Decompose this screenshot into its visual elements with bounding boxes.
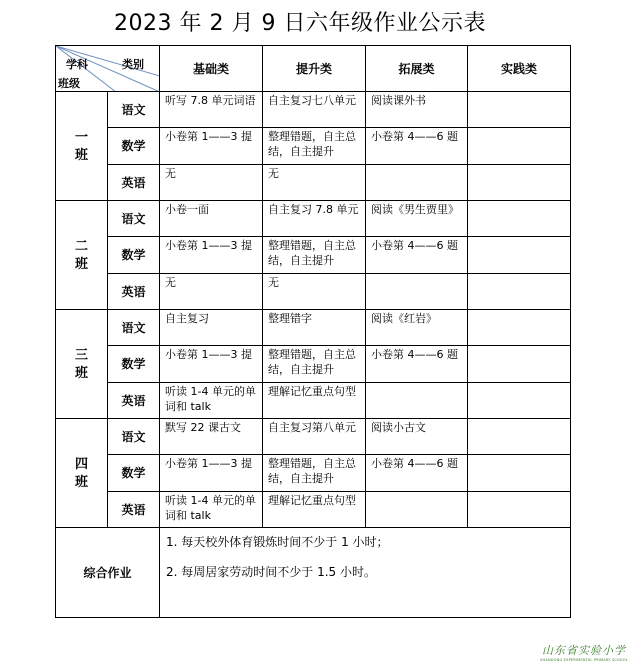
- homework-cell: [468, 455, 571, 492]
- subject-cell: 英语: [108, 383, 160, 419]
- homework-cell: 整理错字: [263, 310, 366, 346]
- corner-label-class: 班级: [58, 77, 80, 90]
- homework-cell: [366, 383, 468, 419]
- subject-cell: 语文: [108, 310, 160, 346]
- table-row: [56, 201, 571, 237]
- homework-cell: [468, 492, 571, 528]
- subject-cell: 语文: [108, 201, 160, 237]
- column-header-extend: 拓展类: [366, 46, 468, 92]
- class-name-cell: [56, 310, 108, 419]
- class-name-cell: [56, 419, 108, 528]
- table-row: [56, 455, 571, 492]
- homework-cell: [468, 201, 571, 237]
- subject-cell: 语文: [108, 419, 160, 455]
- homework-cell: [468, 310, 571, 346]
- table-row: [56, 346, 571, 383]
- subject-cell: 语文: [108, 92, 160, 128]
- table-row: [56, 419, 571, 455]
- homework-cell: 小卷第 1——3 提: [160, 455, 263, 492]
- subject-cell: 英语: [108, 492, 160, 528]
- subject-cell: 英语: [108, 165, 160, 201]
- homework-cell: 整理错题，自主总结，自主提升: [263, 455, 366, 492]
- school-logo-name: 山东省实验小学: [542, 644, 626, 657]
- subject-cell: 数学: [108, 128, 160, 165]
- homework-cell: 阅读《男生贾里》: [366, 201, 468, 237]
- table-row: [56, 383, 571, 419]
- class-name-cell: [56, 201, 108, 310]
- class-name-cell: [56, 92, 108, 201]
- table-row: [56, 92, 571, 128]
- corner-header-cell: [56, 46, 160, 92]
- page-title: 2023 年 2 月 9 日六年级作业公示表: [114, 11, 486, 36]
- homework-cell: 无: [160, 274, 263, 310]
- table-row: [56, 492, 571, 528]
- column-header-basic: 基础类: [160, 46, 263, 92]
- class-name: 四班: [74, 456, 88, 490]
- subject-cell: 数学: [108, 455, 160, 492]
- homework-cell: 自主复习 7.8 单元: [263, 201, 366, 237]
- homework-cell: 整理错题，自主总结，自主提升: [263, 346, 366, 383]
- homework-cell: [468, 346, 571, 383]
- homework-cell: [366, 492, 468, 528]
- homework-table: [55, 45, 571, 618]
- homework-cell: 无: [263, 165, 366, 201]
- homework-cell: 小卷第 1——3 提: [160, 346, 263, 383]
- homework-cell: 整理错题，自主总结，自主提升: [263, 237, 366, 274]
- class-name: 一班: [74, 129, 88, 163]
- homework-cell: 默写 22 课古文: [160, 419, 263, 455]
- homework-cell: [468, 274, 571, 310]
- table-row: [56, 310, 571, 346]
- subject-cell: 数学: [108, 346, 160, 383]
- homework-cell: 听读 1-4 单元的单词和 talk: [160, 383, 263, 419]
- homework-cell: 自主复习: [160, 310, 263, 346]
- header-row: [56, 46, 571, 92]
- homework-cell: 小卷第 1——3 提: [160, 237, 263, 274]
- table-row: [56, 274, 571, 310]
- school-logo-english: SHANDONG EXPERIMENTAL PRIMARY SCHOOL: [540, 658, 628, 662]
- homework-cell: [366, 165, 468, 201]
- homework-cell: 小卷一面: [160, 201, 263, 237]
- homework-cell: 小卷第 4——6 题: [366, 455, 468, 492]
- table-row: [56, 128, 571, 165]
- comprehensive-line: 2. 每周居家劳动时间不少于 1.5 小时。: [166, 565, 376, 579]
- comprehensive-label: 综合作业: [56, 528, 160, 618]
- homework-cell: 理解记忆重点句型: [263, 383, 366, 419]
- comprehensive-line: 1. 每天校外体育锻炼时间不少于 1 小时；: [166, 535, 389, 549]
- comprehensive-content: [160, 528, 571, 618]
- homework-cell: 阅读小古文: [366, 419, 468, 455]
- school-logo: [540, 642, 628, 662]
- table-row: [56, 165, 571, 201]
- table-row: [56, 237, 571, 274]
- homework-cell: 自主复习第八单元: [263, 419, 366, 455]
- homework-cell: 阅读《红岩》: [366, 310, 468, 346]
- corner-label-subject: 学科: [66, 58, 88, 71]
- class-name: 二班: [74, 238, 88, 272]
- class-name: 三班: [74, 347, 88, 381]
- homework-cell: [366, 274, 468, 310]
- homework-cell: 整理错题，自主总结，自主提升: [263, 128, 366, 165]
- homework-cell: 小卷第 4——6 题: [366, 128, 468, 165]
- homework-cell: 无: [160, 165, 263, 201]
- corner-label-category: 类别: [122, 58, 144, 71]
- homework-cell: 听写 7.8 单元词语: [160, 92, 263, 128]
- homework-cell: 小卷第 4——6 题: [366, 237, 468, 274]
- homework-cell: 无: [263, 274, 366, 310]
- column-header-practice: 实践类: [468, 46, 571, 92]
- homework-cell: [468, 165, 571, 201]
- column-header-improve: 提升类: [263, 46, 366, 92]
- homework-cell: 小卷第 4——6 题: [366, 346, 468, 383]
- homework-cell: [468, 383, 571, 419]
- homework-cell: 自主复习七八单元: [263, 92, 366, 128]
- subject-cell: 英语: [108, 274, 160, 310]
- homework-cell: 听读 1-4 单元的单词和 talk: [160, 492, 263, 528]
- homework-cell: [468, 92, 571, 128]
- homework-cell: [468, 237, 571, 274]
- comprehensive-row: [56, 528, 571, 618]
- homework-cell: 理解记忆重点句型: [263, 492, 366, 528]
- homework-cell: 阅读课外书: [366, 92, 468, 128]
- homework-cell: 小卷第 1——3 提: [160, 128, 263, 165]
- homework-cell: [468, 419, 571, 455]
- subject-cell: 数学: [108, 237, 160, 274]
- homework-cell: [468, 128, 571, 165]
